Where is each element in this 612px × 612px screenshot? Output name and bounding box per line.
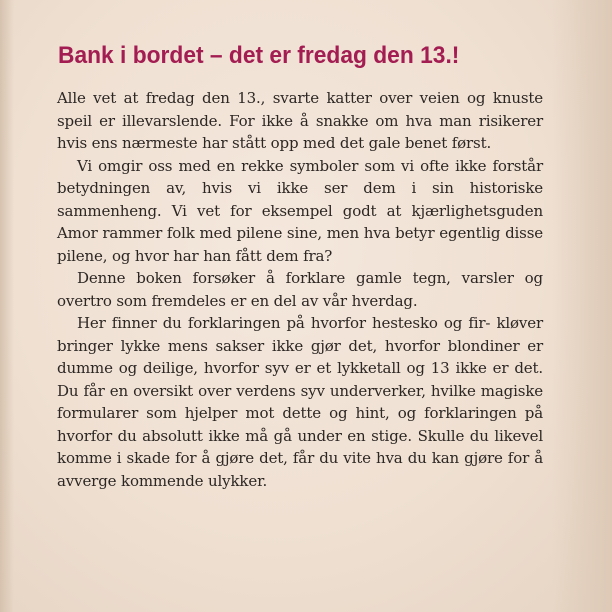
text-line: Her finner du forklaringen på hvorfor hestesko og fir- [77, 314, 491, 332]
text-line: Denne boken forsøker å forklare gamle tegn, varsler og [77, 269, 543, 287]
text-line: Amor rammer folk med pilene sine, men hva betyr egentlig [57, 224, 501, 242]
text-line: gjøre det, får du vite hva du kan gjøre for å avverge [57, 449, 544, 490]
text-line: knuste speil er illevarslende. For ikke å snakke om hva man [57, 89, 543, 130]
text-line: disse pilene, og hvor har han fått dem fra? [57, 224, 543, 265]
text-line: blondiner er dumme og deilige, hvorfor syv er et lykketall [57, 336, 543, 377]
blurb-text [57, 87, 543, 492]
text-line: Alle vet at fredag den 13., svarte katter over veien og [57, 89, 486, 107]
cover-title: Bank i bordet – det er fredag den 13.! [58, 42, 460, 69]
text-line: overtro som fremdeles er en del av vår hverdag. [57, 291, 418, 310]
paragraph-4 [57, 312, 543, 492]
paragraph-2 [57, 155, 543, 268]
paragraph-3 [57, 267, 543, 312]
page-edge-right [552, 0, 612, 612]
text-line: forstår betydningen av, hvis vi ikke ser dem i sin historiske [57, 156, 543, 197]
text-line: dette og hint, og forklaringen på hvorfor du absolutt ikke [57, 404, 543, 445]
text-line: kløver bringer lykke mens sakser ikke gjør det, hvorfor [57, 314, 543, 355]
page-edge-left [0, 0, 14, 612]
text-line: og 13 ikke er det. Du får en oversikt over verdens syv [57, 359, 543, 400]
text-line: benet først. [404, 134, 492, 152]
text-line: risikerer hvis ens nærmeste har stått opp med det gale [57, 111, 543, 152]
text-line: sammenheng. Vi vet for eksempel godt at kjærlighetsguden [57, 201, 543, 220]
text-line: Vi omgir oss med en rekke symboler som vi ofte ikke [77, 156, 487, 175]
paragraph-1 [57, 87, 543, 155]
text-line: kommende ulykker. [121, 471, 268, 490]
text-line: underverker, hvilke magiske formularer som hjelper mot [57, 381, 543, 422]
text-line: må gå under en stige. Skulle du likevel komme i skade for å [57, 426, 543, 467]
